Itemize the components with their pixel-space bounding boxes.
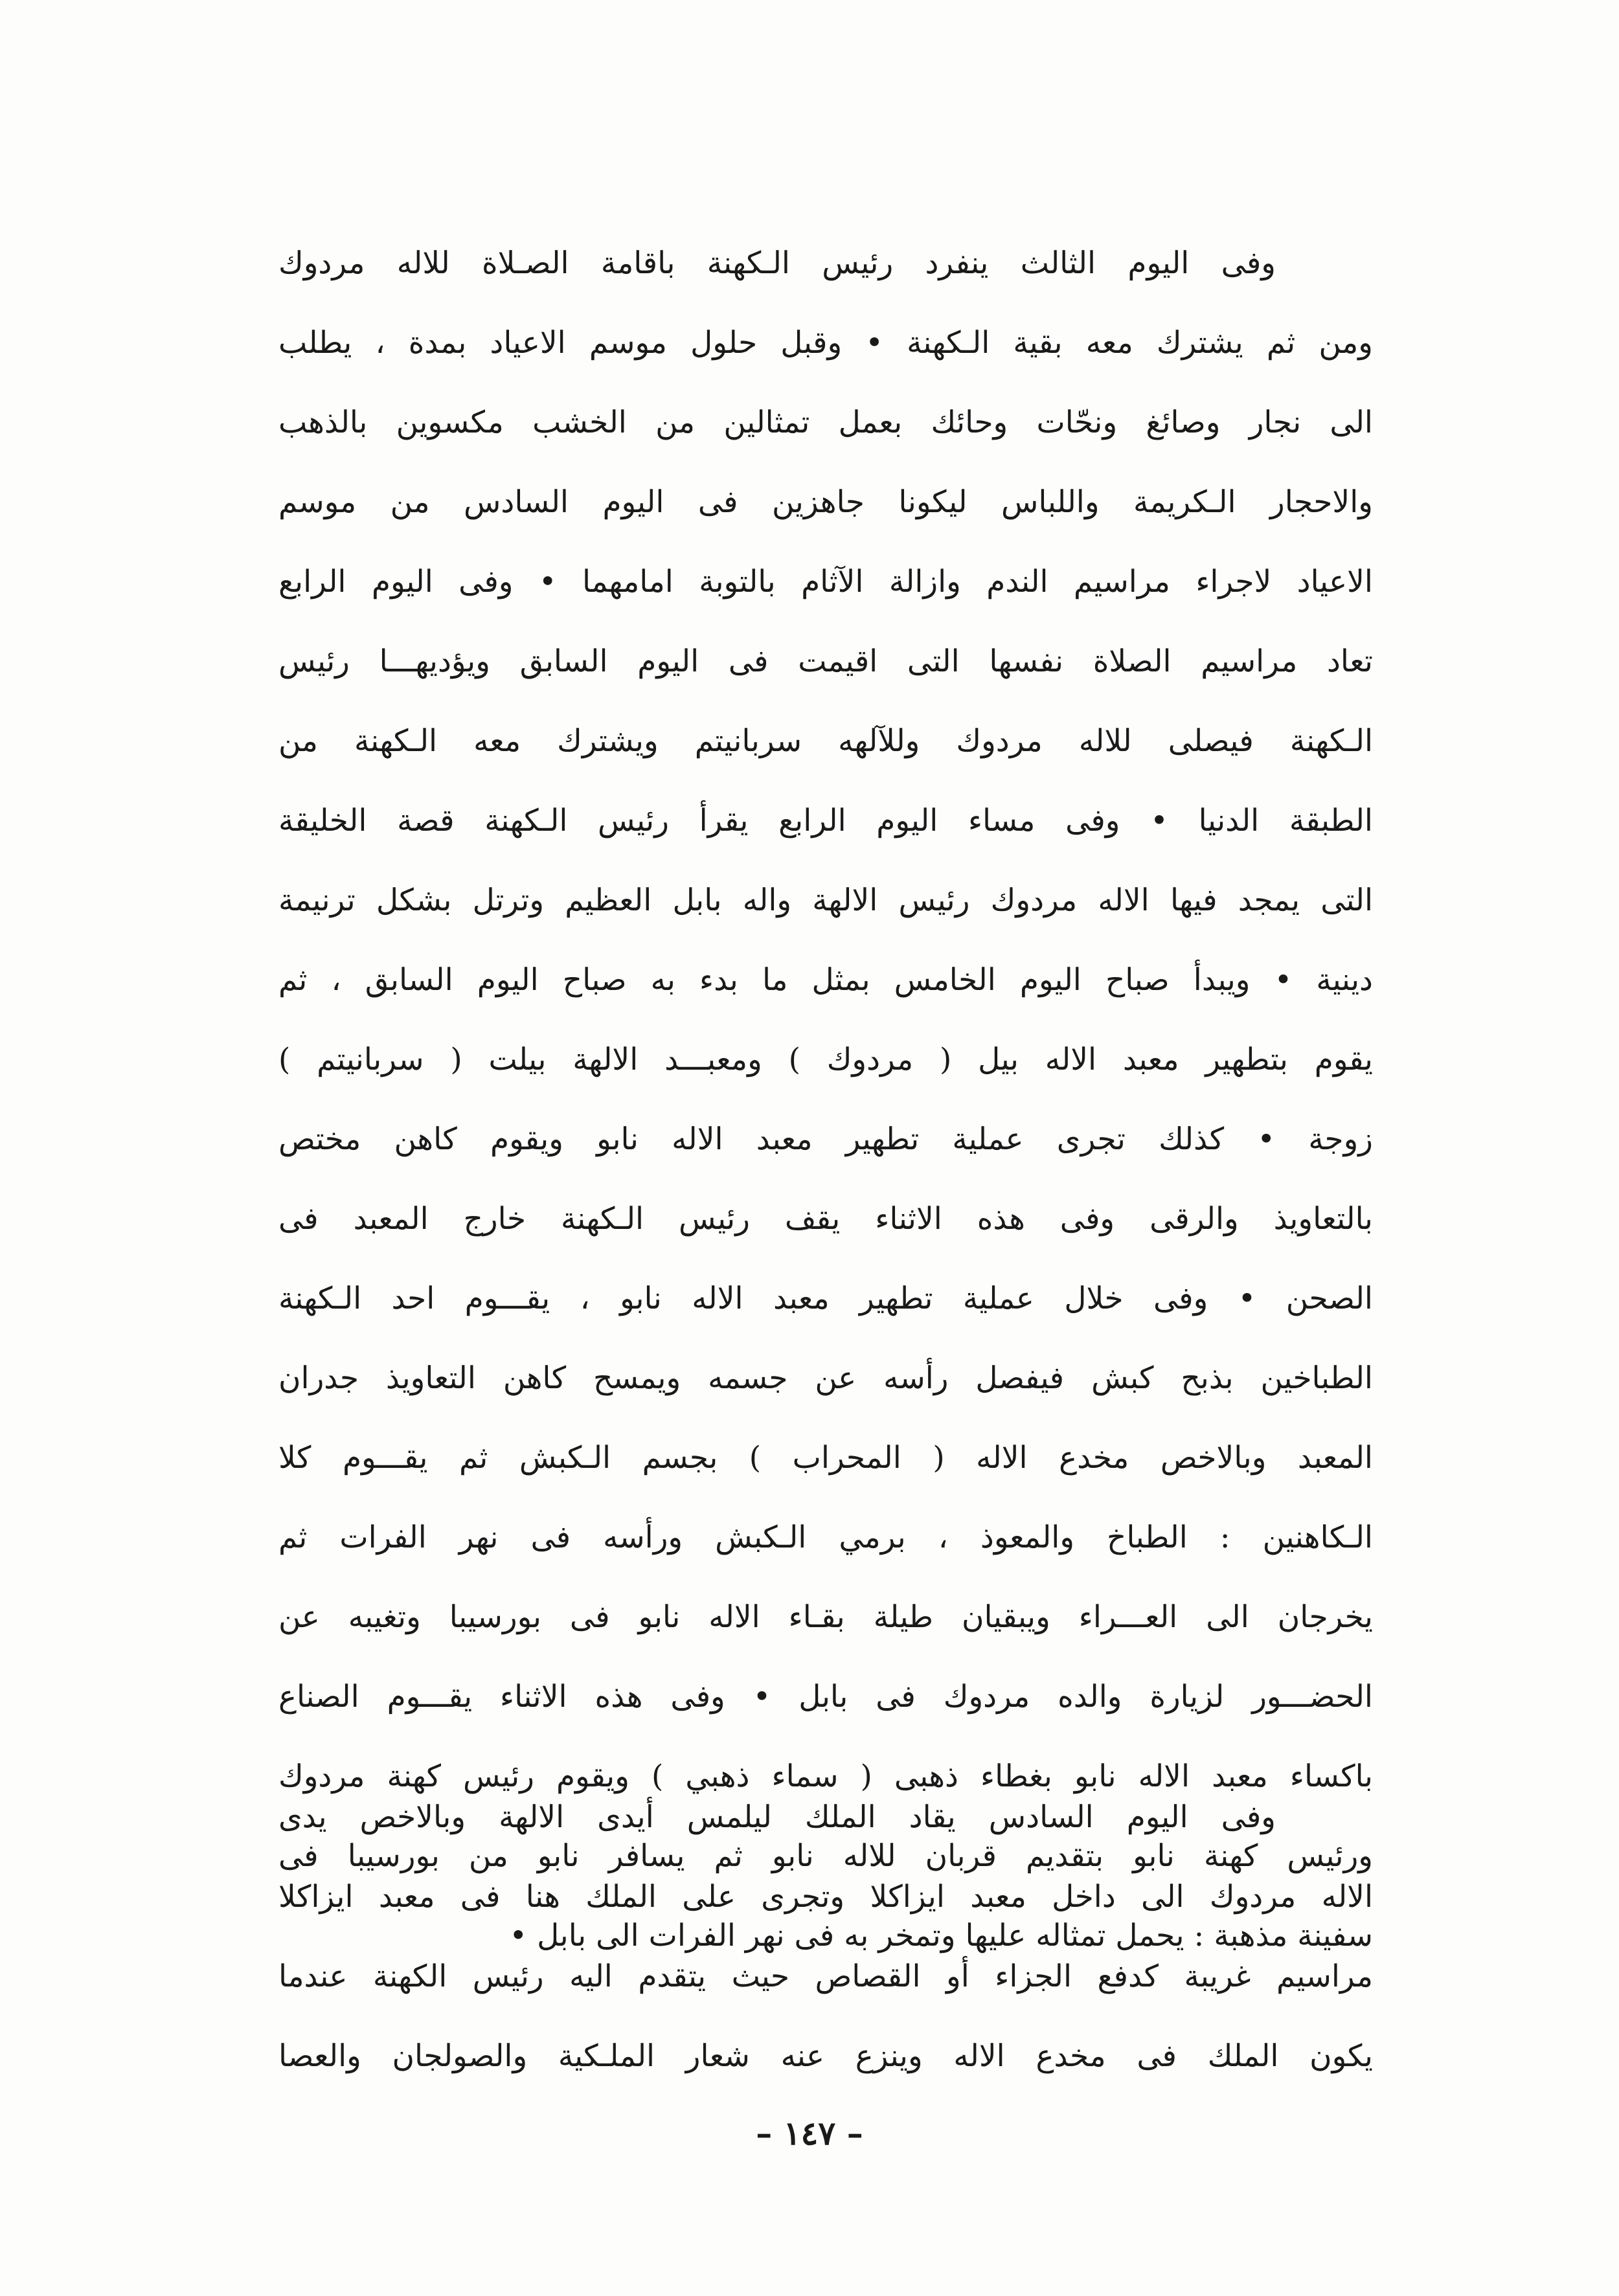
text-line: وفى اليوم السادس يقاد الملك ليلمس أيدى الالهة وبالاخص يدى xyxy=(278,1799,1276,1835)
text-line: الصحن • وفى خلال عملية تطهير معبد الاله نابو ، يقـــوم احد الـكهنة xyxy=(278,1281,1373,1316)
text-line: باكساء معبد الاله نابو بغطاء ذهبى ( سماء ذهبي ) ويقوم رئيس كهنة مردوك xyxy=(278,1759,1373,1794)
text-line: دينية • ويبدأ صباح اليوم الخامس بمثل ما بدء به صباح اليوم السابق ، ثم xyxy=(278,962,1373,998)
text-line: الطبقة الدنيا • وفى مساء اليوم الرابع يقرأ رئيس الـكهنة قصة الخليقة xyxy=(278,803,1373,838)
text-line: الـكاهنين : الطباخ والمعوذ ، برمي الـكبش ورأسه فى نهر الفرات ثم xyxy=(278,1520,1373,1555)
text-line: الطباخين بذبح كبش فيفصل رأسه عن جسمه ويمسح كاهن التعاويذ جدران xyxy=(278,1360,1373,1396)
text-line: يكون الملك فى مخدع الاله وينزع عنه شعار الملـكية والصولجان والعصا xyxy=(278,2038,1373,2074)
text-line: المعبد وبالاخص مخدع الاله ( المحراب ) بجسم الـكبش ثم يقـــوم كلا xyxy=(278,1440,1373,1476)
text-line: تعاد مراسيم الصلاة نفسها التى اقيمت فى اليوم السابق ويؤديهـــا رئيس xyxy=(278,644,1373,679)
text-line: والاحجار الـكريمة واللباس ليكونا جاهزين فى اليوم السادس من موسم xyxy=(278,484,1373,520)
text-line: التى يمجد فيها الاله مردوك رئيس الالهة واله بابل العظيم وترتل بشكل ترنيمة xyxy=(278,883,1373,918)
paragraph-day-six xyxy=(278,1777,1373,2096)
text-line: الحضـــور لزيارة والده مردوك فى بابل • وفى هذه الاثناء يقـــوم الصناع xyxy=(278,1679,1373,1715)
text-line: سفينة مذهبة : يحمل تمثاله عليها وتمخر به فى نهر الفرات الى بابل • xyxy=(509,1918,1373,1953)
text-line: مراسيم غريبة كدفع الجزاء أو القصاص حيث يتقدم اليه رئيس الكهنة عندما xyxy=(278,1959,1373,1994)
text-line: ومن ثم يشترك معه بقية الـكهنة • وقبل حلول موسم الاعياد بمدة ، يطلب xyxy=(278,325,1373,361)
text-line: الاعياد لاجراء مراسيم الندم وازالة الآثام بالتوبة امامهما • وفى اليوم الرابع xyxy=(278,564,1373,600)
paragraph-day-three-to-five xyxy=(278,223,1373,1975)
text-line: الى نجار وصائغ ونحّات وحائك بعمل تمثالين من الخشب مكسوين بالذهب xyxy=(278,405,1373,440)
page-number: – ١٤٧ – xyxy=(756,2114,863,2152)
text-line: بالتعاويذ والرقى وفى هذه الاثناء يقف رئيس الـكهنة خارج المعبد فى xyxy=(278,1201,1373,1237)
text-line: وفى اليوم الثالث ينفرد رئيس الـكهنة باقامة الصـلاة للاله مردوك xyxy=(278,245,1276,281)
text-line: يقوم بتطهير معبد الاله بيل ( مردوك ) ومعبـــد الالهة بيلت ( سربانيتم ) xyxy=(278,1042,1373,1077)
text-line: الاله مردوك الى داخل معبد ايزاكلا وتجرى على الملك هنا فى معبد ايزاكلا xyxy=(278,1879,1373,1915)
text-line: يخرجان الى العـــراء ويبقيان طيلة بقـاء الاله نابو فى بورسيبا وتغيبه عن xyxy=(278,1599,1373,1635)
text-line: زوجة • كذلك تجرى عملية تطهير معبد الاله نابو ويقوم كاهن مختص xyxy=(278,1121,1373,1157)
text-line: ورئيس كهنة نابو بتقديم قربان للاله نابو ثم يسافر نابو من بورسيبا فى xyxy=(278,1838,1373,1874)
text-line: الـكهنة فيصلى للاله مردوك وللآلهه سربانيتم ويشترك معه الـكهنة من xyxy=(278,723,1373,759)
